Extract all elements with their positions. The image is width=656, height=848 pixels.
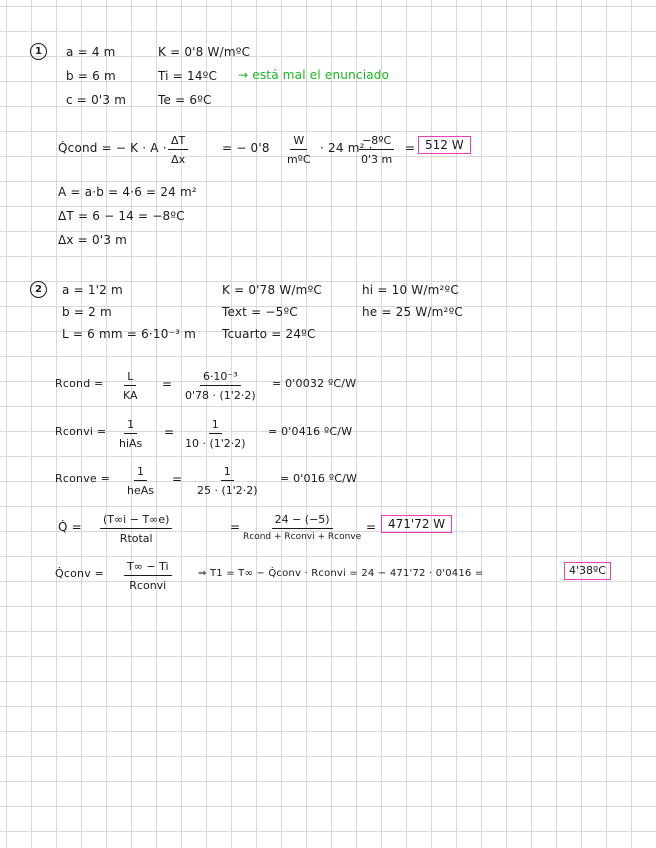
rconvi-fraction-values [182,418,249,450]
given-k: K = 0'8 W/mºC [158,45,251,59]
fraction-denominator: Rcond + Rconvi + Rconve [243,532,362,542]
rcond-result: = 0'0032 ºC/W [272,377,357,390]
rconvi-equals: = [164,425,175,439]
q-lhs: Q̇ = [58,520,82,534]
fraction-numerator: 1 [124,418,137,434]
fraction-denominator: mºC [287,153,311,166]
rconve-result: = 0'016 ºC/W [280,472,358,485]
fraction-numerator: −8ºC [359,134,394,150]
cond-equals-final: = [405,141,416,155]
cond-formula-lhs: Q̇cond = − K · A · [58,141,167,155]
fraction-numerator: T∞ − Ti [124,560,172,576]
fraction-numerator: 1 [209,418,222,434]
rconve-lhs: Rconve = [55,472,110,485]
rconve-fraction-formula [124,465,157,497]
fraction-numerator: 1 [221,465,234,481]
q-result-box: 471'72 W [381,515,452,533]
fraction-numerator: 1 [134,465,147,481]
rcond-equals: = [162,377,173,391]
fraction-numerator: L [124,370,136,386]
cond-area-term: · 24 m² · [320,141,373,155]
delta-t-calculation: ΔT = 6 − 14 = −8ºC [58,209,185,223]
fraction-denominator: Rtotal [119,532,153,545]
rconvi-lhs: Rconvi = [55,425,107,438]
delta-x-value: Δx = 0'3 m [58,233,128,247]
given-tcuarto: Tcuarto = 24ºC [222,327,316,341]
fraction-numerator: W [290,134,307,150]
fraction-denominator: Δx [171,153,186,166]
qconv-solution-steps: ⇒ T1 = T∞ − Q̇conv · Rconvi = 24 − 471'72 · 0'0416 = [198,568,484,579]
fraction-denominator: hiAs [119,437,143,450]
given-text: Text = −5ºC [222,305,298,319]
given-hi: hi = 10 W/m²ºC [362,283,459,297]
fraction-numerator: ΔT [168,134,188,150]
given-he: he = 25 W/m²ºC [362,305,463,319]
problem-number-2: 2 [30,281,47,298]
q-fraction-values [240,513,364,543]
fraction-numerator: (T∞i − T∞e) [100,513,172,529]
cond-fraction-dt-dx [168,134,188,166]
rcond-fraction-values [182,370,259,402]
fraction-numerator: 24 − (−5) [272,513,333,529]
q-equals-final: = [366,520,377,534]
area-calculation: A = a·b = 4·6 = 24 m² [58,185,197,199]
qconv-result-box: 4'38ºC [564,562,611,580]
given-a: a = 4 m [66,45,116,59]
fraction-denominator: 25 · (1'2·2) [197,484,258,497]
given-b: b = 6 m [66,69,116,83]
fraction-denominator: 0'3 m [361,153,393,166]
cond-fraction-units [284,134,314,166]
rconve-fraction-values [194,465,261,497]
given-c: c = 0'3 m [66,93,127,107]
cond-result-box: 512 W [418,136,471,154]
qconv-lhs: Q̇conv = [55,567,105,580]
given-ti: Ti = 14ºC [158,69,218,83]
given-b: b = 2 m [62,305,112,319]
statement-note: → está mal el enunciado [238,68,390,82]
fraction-numerator: 6·10⁻³ [200,370,241,386]
given-a: a = 1'2 m [62,283,123,297]
cond-equals-k: = − 0'8 [222,141,270,155]
given-l: L = 6 mm = 6·10⁻³ m [62,327,197,341]
problem-number-1: 1 [30,43,47,60]
rcond-lhs: Rcond = [55,377,104,390]
q-equals: = [230,520,241,534]
qconv-fraction [124,560,172,592]
rconvi-fraction-formula [116,418,145,450]
fraction-denominator: 0'78 · (1'2·2) [185,389,256,402]
rcond-fraction-formula [120,370,141,402]
rconve-equals: = [172,472,183,486]
fraction-denominator: 10 · (1'2·2) [185,437,246,450]
cond-fraction-dt [358,134,395,166]
fraction-denominator: heAs [127,484,154,497]
fraction-denominator: Rconvi [129,579,167,592]
fraction-denominator: KA [123,389,138,402]
given-te: Te = 6ºC [158,93,212,107]
q-fraction-formula [100,513,172,545]
rconvi-result: = 0'0416 ºC/W [268,425,353,438]
given-k: K = 0'78 W/mºC [222,283,323,297]
